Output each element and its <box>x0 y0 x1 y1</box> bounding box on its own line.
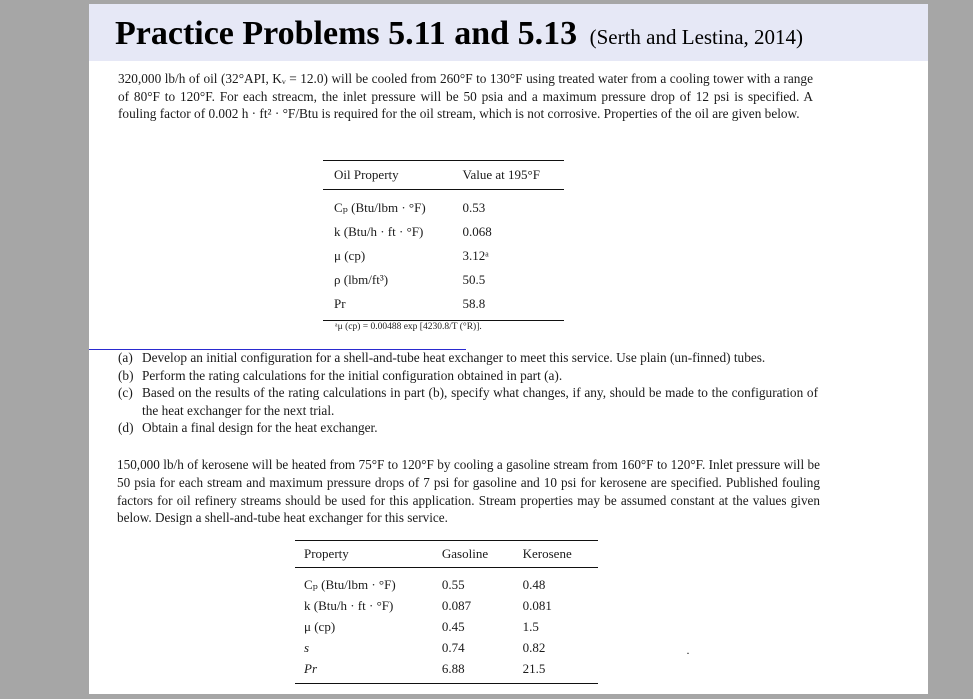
table-cell: 0.74 <box>441 639 465 655</box>
question-label: (b) <box>118 367 134 383</box>
table-cell: 1.5 <box>522 618 539 634</box>
table-row <box>323 190 564 221</box>
column-header: Oil Property <box>323 161 452 190</box>
table-cell: 6.88 <box>441 660 465 676</box>
table-cell: 21.5 <box>522 660 546 676</box>
table-cell: 3.12ᵃ <box>462 248 489 263</box>
title-text: Practice Problems 5.11 and 5.13 <box>115 15 578 52</box>
problem-5-11-statement: 320,000 lb/h of oil (32°API, Kᵥ = 12.0) will be cooled from 260°F to 130°F using treated water from a cooling tower with a range of 80°F to 120°F. For each streacm, the inlet pressure will be 50 psia and a maximum pressure drop of 12 psi is specified. A fouling factor of 0.002 h · ft² · °F/Btu is required for the oil stream, which is not corrosive. Properties of the oil are given below. <box>118 71 813 121</box>
slide <box>89 4 928 694</box>
question-label: (d) <box>118 420 134 435</box>
table-cell: k (Btu/h · ft · °F) <box>334 224 424 239</box>
table-cell: 58.8 <box>462 296 486 311</box>
list-item <box>118 419 818 437</box>
table-cell: Pr <box>334 296 346 311</box>
table-row <box>295 637 598 658</box>
list-item <box>118 367 818 385</box>
question-text: Obtain a final design for the heat exchanger. <box>142 420 378 435</box>
column-header: Property <box>295 541 433 568</box>
table-cell: k (Btu/h · ft · °F) <box>304 597 394 613</box>
title-bar <box>89 4 928 61</box>
stream-properties-table <box>295 540 598 684</box>
table-cell: 0.82 <box>522 639 546 655</box>
column-header: Gasoline <box>433 541 514 568</box>
table-cell: s <box>304 639 310 655</box>
table-cell: μ (cp) <box>304 618 336 634</box>
table-cell: ρ (lbm/ft³) <box>334 272 389 287</box>
table-cell: 0.45 <box>441 618 465 634</box>
table-cell: 50.5 <box>462 272 486 287</box>
table-cell: Cₚ (Btu/lbm · °F) <box>334 200 426 215</box>
table-row <box>323 268 564 292</box>
table-cell: Cₚ (Btu/lbm · °F) <box>304 576 396 592</box>
table-row <box>295 658 598 684</box>
table-cell: 0.48 <box>522 576 546 592</box>
question-text: Based on the results of the rating calculations in part (b), specify what changes, if any, should be made to the configuration of the heat exchanger for the next trial. <box>142 385 818 418</box>
stray-mark: · <box>686 646 690 660</box>
table-cell: 0.55 <box>441 576 465 592</box>
question-label: (c) <box>118 385 133 400</box>
table-row <box>323 244 564 268</box>
table-row <box>323 220 564 244</box>
question-text: Develop an initial configuration for a shell-and-tube heat exchanger to meet this service. Use plain (un-finned) tubes. <box>142 350 766 365</box>
list-item <box>118 349 818 367</box>
slide-title <box>115 12 803 59</box>
citation: (Serth and Lestina, 2014) <box>589 25 804 49</box>
table-cell: Pr <box>304 660 317 676</box>
question-label: (a) <box>118 350 133 365</box>
table-header-row <box>295 541 598 568</box>
column-header: Value at 195°F <box>452 161 564 190</box>
table-cell: 0.087 <box>441 597 472 613</box>
table-cell: 0.068 <box>462 224 492 239</box>
question-list <box>118 349 818 437</box>
oil-properties-table <box>323 160 564 321</box>
table-footnote: ᵃμ (cp) = 0.00488 exp [4230.8/T (°R)]. <box>335 322 482 332</box>
table-cell: μ (cp) <box>334 248 366 263</box>
table-row <box>323 292 564 321</box>
table-row <box>295 568 598 596</box>
table-row <box>295 595 598 616</box>
list-item <box>118 384 818 419</box>
table-header-row <box>323 161 564 190</box>
table-row <box>295 616 598 637</box>
table-cell: 0.53 <box>462 200 486 215</box>
problem-5-13-statement: 150,000 lb/h of kerosene will be heated from 75°F to 120°F by cooling a gasoline stream from 160°F to 120°F. Inlet pressure will be 50 psia for each stream and maximum pressure drops of 7 psi for gasoline and 10 psi for kerosene are specified. Published fouling factors for oil refinery streams should be used for this application. Stream properties may be assumed constant at the values given below. Design a shell-and-tube heat exchanger for this service. <box>117 457 820 526</box>
question-text: Perform the rating calculations for the initial configuration obtained in part (a). <box>142 367 563 383</box>
table-cell: 0.081 <box>522 597 552 613</box>
column-header: Kerosene <box>514 541 598 568</box>
